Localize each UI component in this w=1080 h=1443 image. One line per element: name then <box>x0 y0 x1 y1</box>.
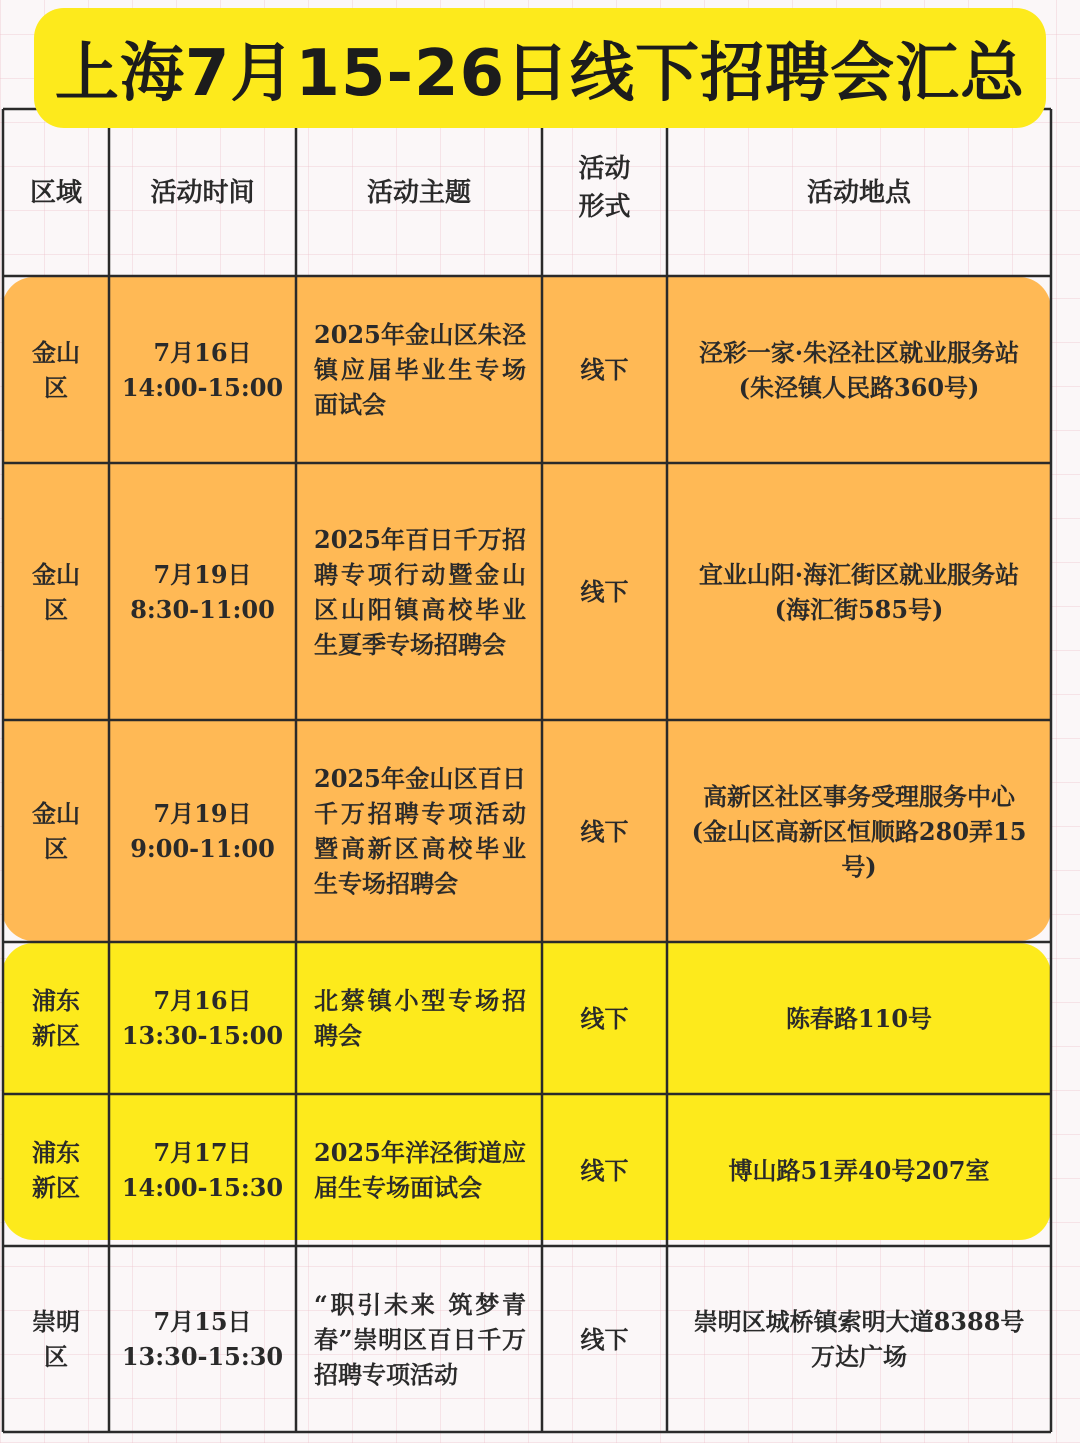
row3-date: 7月19日 <box>153 799 252 828</box>
row1-hours: 14:00-15:00 <box>121 372 284 402</box>
row2-time <box>109 463 296 720</box>
row2-region-line2: 区 <box>44 594 68 624</box>
row3-format <box>542 720 667 942</box>
row6-hours: 13:30-15:30 <box>121 1342 284 1371</box>
row5-region-line2: 新区 <box>32 1173 80 1202</box>
row4-format-text: 线下 <box>580 1003 629 1033</box>
row5-theme <box>314 1094 526 1246</box>
row2-region-line1: 金山 <box>32 559 80 589</box>
header-location <box>667 109 1051 276</box>
row4-location <box>667 942 1051 1094</box>
row1-region-line2: 区 <box>44 372 68 402</box>
header-format-label-line1: 活动 <box>578 153 631 184</box>
row6-location <box>667 1246 1051 1432</box>
row3-theme <box>314 720 526 942</box>
row6-location-line2: 万达广场 <box>811 1342 907 1371</box>
header-region <box>3 109 109 276</box>
header-time-label: 活动时间 <box>150 177 255 208</box>
row2-region <box>3 463 109 720</box>
row5-location <box>667 1094 1051 1246</box>
row4-format <box>542 942 667 1094</box>
row5-date: 7月17日 <box>153 1138 252 1167</box>
row1-region-line1: 金山 <box>32 337 80 367</box>
row1-location-line1: 泾彩一家·朱泾社区就业服务站 <box>698 337 1020 367</box>
row1-location-line2: (朱泾镇人民路360号) <box>738 372 980 402</box>
row5-format <box>542 1094 667 1246</box>
row6-format-text: 线下 <box>580 1324 629 1354</box>
row3-format-text: 线下 <box>580 816 629 846</box>
row3-location-line1: 高新区社区事务受理服务中心 <box>703 781 1015 811</box>
header-location-label: 活动地点 <box>806 177 911 208</box>
row1-theme-text: 2025年金山区朱泾镇应届毕业生专场面试会 <box>314 320 526 419</box>
row5-region-line1: 浦东 <box>32 1138 80 1167</box>
row4-region-line1: 浦东 <box>32 986 80 1015</box>
row1-location <box>667 276 1051 463</box>
row2-hours: 8:30-11:00 <box>130 594 275 624</box>
row3-region <box>3 720 109 942</box>
row2-format <box>542 463 667 720</box>
row1-format <box>542 276 667 463</box>
row2-location <box>667 463 1051 720</box>
row4-region <box>3 942 109 1094</box>
row6-region-line2: 区 <box>44 1342 68 1371</box>
row6-format <box>542 1246 667 1432</box>
row3-region-line1: 金山 <box>32 799 80 828</box>
row1-region <box>3 276 109 463</box>
row4-theme <box>314 942 526 1094</box>
row1-date: 7月16日 <box>153 337 252 367</box>
row5-hours: 14:00-15:30 <box>121 1173 284 1202</box>
row3-location-line3: 号) <box>841 851 877 881</box>
header-theme-label: 活动主题 <box>366 177 471 208</box>
row5-time <box>109 1094 296 1246</box>
row2-theme <box>314 463 526 720</box>
row2-location-line1: 宜业山阳·海汇街区就业服务站 <box>698 559 1020 589</box>
page-title: 上海7月15-26日线下招聘会汇总 <box>54 37 1026 111</box>
title-banner <box>34 8 1046 128</box>
row5-format-text: 线下 <box>580 1155 629 1185</box>
row6-time <box>109 1246 296 1432</box>
header-region-label: 区域 <box>29 177 82 208</box>
row6-theme <box>314 1246 526 1432</box>
header-time <box>109 109 296 276</box>
row3-location <box>667 720 1051 942</box>
header-theme <box>296 109 542 276</box>
row5-theme-text: 2025年洋泾街道应届生专场面试会 <box>314 1138 526 1202</box>
row3-location-line2: (金山区高新区恒顺路280弄15 <box>691 816 1027 846</box>
row4-location-line1: 陈春路110号 <box>785 1003 933 1033</box>
row3-hours: 9:00-11:00 <box>130 834 275 863</box>
row5-region <box>3 1094 109 1246</box>
header-format <box>542 109 667 276</box>
row6-theme-text: “职引未来 筑梦青春”崇明区百日千万招聘专项活动 <box>314 1289 526 1389</box>
row6-region-line1: 崇明 <box>32 1307 80 1336</box>
row2-date: 7月19日 <box>153 559 252 589</box>
row4-time <box>109 942 296 1094</box>
row3-region-line2: 区 <box>44 834 68 863</box>
row2-format-text: 线下 <box>580 577 629 606</box>
row2-theme-text: 2025年百日千万招聘专项行动暨金山区山阳镇高校毕业生夏季专场招聘会 <box>314 524 526 659</box>
row4-theme-text: 北蔡镇小型专场招聘会 <box>314 986 526 1050</box>
row6-location-line1: 崇明区城桥镇索明大道8388号 <box>693 1307 1025 1336</box>
row6-region <box>3 1246 109 1432</box>
row1-theme <box>314 276 526 463</box>
row4-region-line2: 新区 <box>32 1021 80 1050</box>
row5-location-line1: 博山路51弄40号207室 <box>728 1155 990 1185</box>
row1-time <box>109 276 296 463</box>
row6-date: 7月15日 <box>153 1307 252 1336</box>
header-format-label-line2: 形式 <box>578 191 631 222</box>
row3-theme-text: 2025年金山区百日千万招聘专项活动暨高新区高校毕业生专场招聘会 <box>314 764 526 898</box>
row4-hours: 13:30-15:00 <box>121 1021 284 1050</box>
row4-date: 7月16日 <box>153 986 252 1015</box>
row2-location-line2: (海汇街585号) <box>774 594 944 624</box>
row3-time <box>109 720 296 942</box>
row1-format-text: 线下 <box>580 355 629 384</box>
